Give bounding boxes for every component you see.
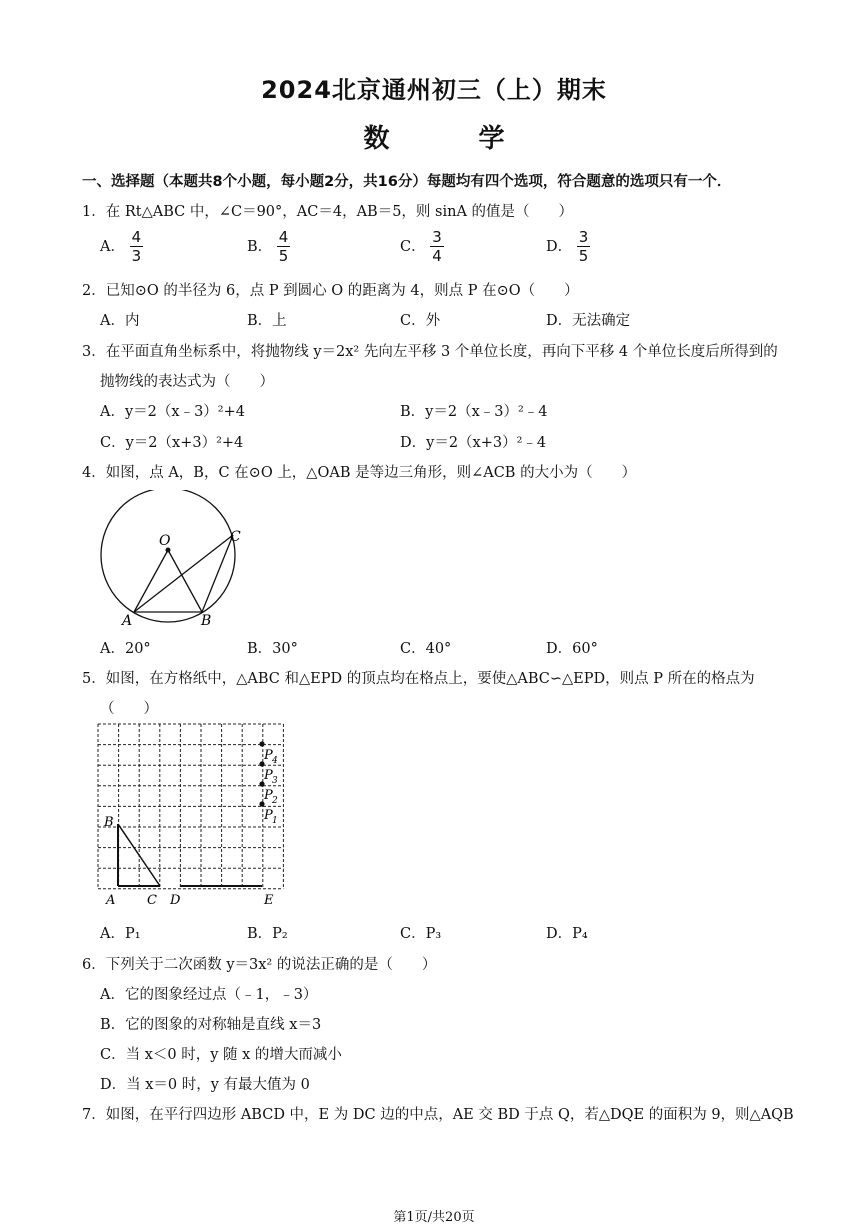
q1-option-b-letter: B． (247, 239, 273, 255)
label-a: A (106, 893, 116, 908)
page-title: 2024北京通州初三（上）期末 (261, 76, 607, 104)
point-p4 (259, 741, 264, 746)
q5-option-d[interactable]: D．P₄ (546, 926, 588, 942)
q2-option-b[interactable]: B．上 (247, 313, 287, 329)
q1-option-d-fraction: $\frac{3}{5}$ (578, 228, 589, 265)
q3-stem-line2: 抛物线的表达式为（ ） (100, 374, 274, 390)
label-e: E (264, 893, 274, 908)
q6-stem: 6．下列关于二次函数 y＝3x² 的说法正确的是（ ） (82, 957, 437, 973)
label-p1-sub: 1 (272, 816, 278, 826)
q1-option-b[interactable] (247, 230, 290, 264)
q4-circle-figure (90, 490, 260, 635)
q5-grid-figure (90, 718, 300, 918)
circle-o (101, 490, 235, 622)
label-p4: P (264, 748, 273, 763)
q6-option-b[interactable]: B．它的图象的对称轴是直线 x＝3 (100, 1017, 322, 1033)
label-b: B (104, 815, 114, 830)
q4-option-c[interactable]: C．40° (400, 641, 452, 657)
label-o: O (159, 533, 171, 549)
q3-stem-line1: 3．在平面直角坐标系中，将抛物线 y＝2x² 先向左平移 3 个单位长度，再向下平移 4 个单位长度后所得到的 (82, 344, 778, 360)
section-heading: 一、选择题（本题共8个小题，每小题2分，共16分）每题均有四个选项，符合题意的选项只有一个． (82, 174, 732, 190)
q2-option-a[interactable]: A．内 (100, 313, 140, 329)
subject-title: 数 学 (363, 124, 545, 154)
q1-option-d-letter: D． (546, 239, 573, 255)
segment-oa (134, 550, 168, 612)
q5-stem-line2: （ ） (100, 701, 158, 717)
label-p2: P (264, 788, 273, 803)
label-a: A (122, 613, 133, 629)
label-p4-sub: 4 (272, 756, 278, 766)
q6-option-d[interactable]: D．当 x＝0 时，y 有最大值为 0 (100, 1077, 310, 1093)
q3-option-d[interactable]: D．y＝2（x+3）²﹣4 (400, 435, 547, 451)
q1-option-c[interactable] (400, 230, 444, 264)
q3-option-b[interactable]: B．y＝2（x﹣3）²﹣4 (400, 404, 548, 420)
q2-stem: 2．已知⊙O 的半径为 6，点 P 到圆心 O 的距离为 4，则点 P 在⊙O（ ） (82, 283, 579, 299)
label-p2-sub: 2 (272, 796, 278, 806)
q5-stem-line1: 5．如图，在方格纸中，△ABC 和△EPD 的顶点均在格点上，要使△ABC∽△EPD，则点 P 所在的格点为 (82, 671, 755, 687)
q7-stem: 7．如图，在平行四边形 ABCD 中，E 为 DC 边的中点，AE 交 BD 于点 Q，若△DQE 的面积为 9，则△AQB (82, 1107, 794, 1123)
page-footer: 第1页/共20页 (393, 1210, 475, 1225)
q5-option-c[interactable]: C．P₃ (400, 926, 442, 942)
label-p3: P (264, 768, 273, 783)
q3-option-a[interactable]: A．y＝2（x﹣3）²+4 (100, 404, 245, 420)
q1-option-a[interactable] (100, 230, 143, 264)
q1-stem: 1．在 Rt△ABC 中，∠C＝90°，AC＝4，AB＝5，则 sinA 的值是（ ） (82, 204, 574, 220)
label-c: C (230, 529, 241, 545)
q2-option-c[interactable]: C．外 (400, 313, 441, 329)
q1-option-c-fraction: $\frac{3}{4}$ (432, 228, 442, 265)
q1-option-b-fraction: $\frac{4}{5}$ (278, 228, 289, 265)
label-p1: P (264, 808, 273, 823)
q1-option-a-letter: A． (100, 239, 125, 255)
q2-option-d[interactable]: D．无法确定 (546, 313, 631, 329)
q5-option-a[interactable]: A．P₁ (100, 926, 141, 942)
q1-option-a-fraction: $\frac{4}{3}$ (131, 228, 142, 265)
label-d: D (170, 893, 181, 908)
label-p3-sub: 3 (272, 776, 278, 786)
q4-option-b[interactable]: B．30° (247, 641, 298, 657)
q3-option-c[interactable]: C．y＝2（x+3）²+4 (100, 435, 244, 451)
q6-option-c[interactable]: C．当 x＜0 时，y 随 x 的增大而减小 (100, 1047, 342, 1063)
q4-option-a[interactable]: A．20° (100, 641, 151, 657)
q5-option-b[interactable]: B．P₂ (247, 926, 288, 942)
label-c: C (147, 893, 157, 908)
q4-option-d[interactable]: D．60° (546, 641, 598, 657)
q4-stem: 4．如图，点 A，B，C 在⊙O 上，△OAB 是等边三角形，则∠ACB 的大小为（ ） (82, 465, 637, 481)
q1-option-d[interactable] (546, 230, 590, 264)
label-b: B (201, 613, 212, 629)
q1-option-c-letter: C． (400, 239, 426, 255)
q6-option-a[interactable]: A．它的图象经过点（﹣1，﹣3） (100, 987, 318, 1003)
